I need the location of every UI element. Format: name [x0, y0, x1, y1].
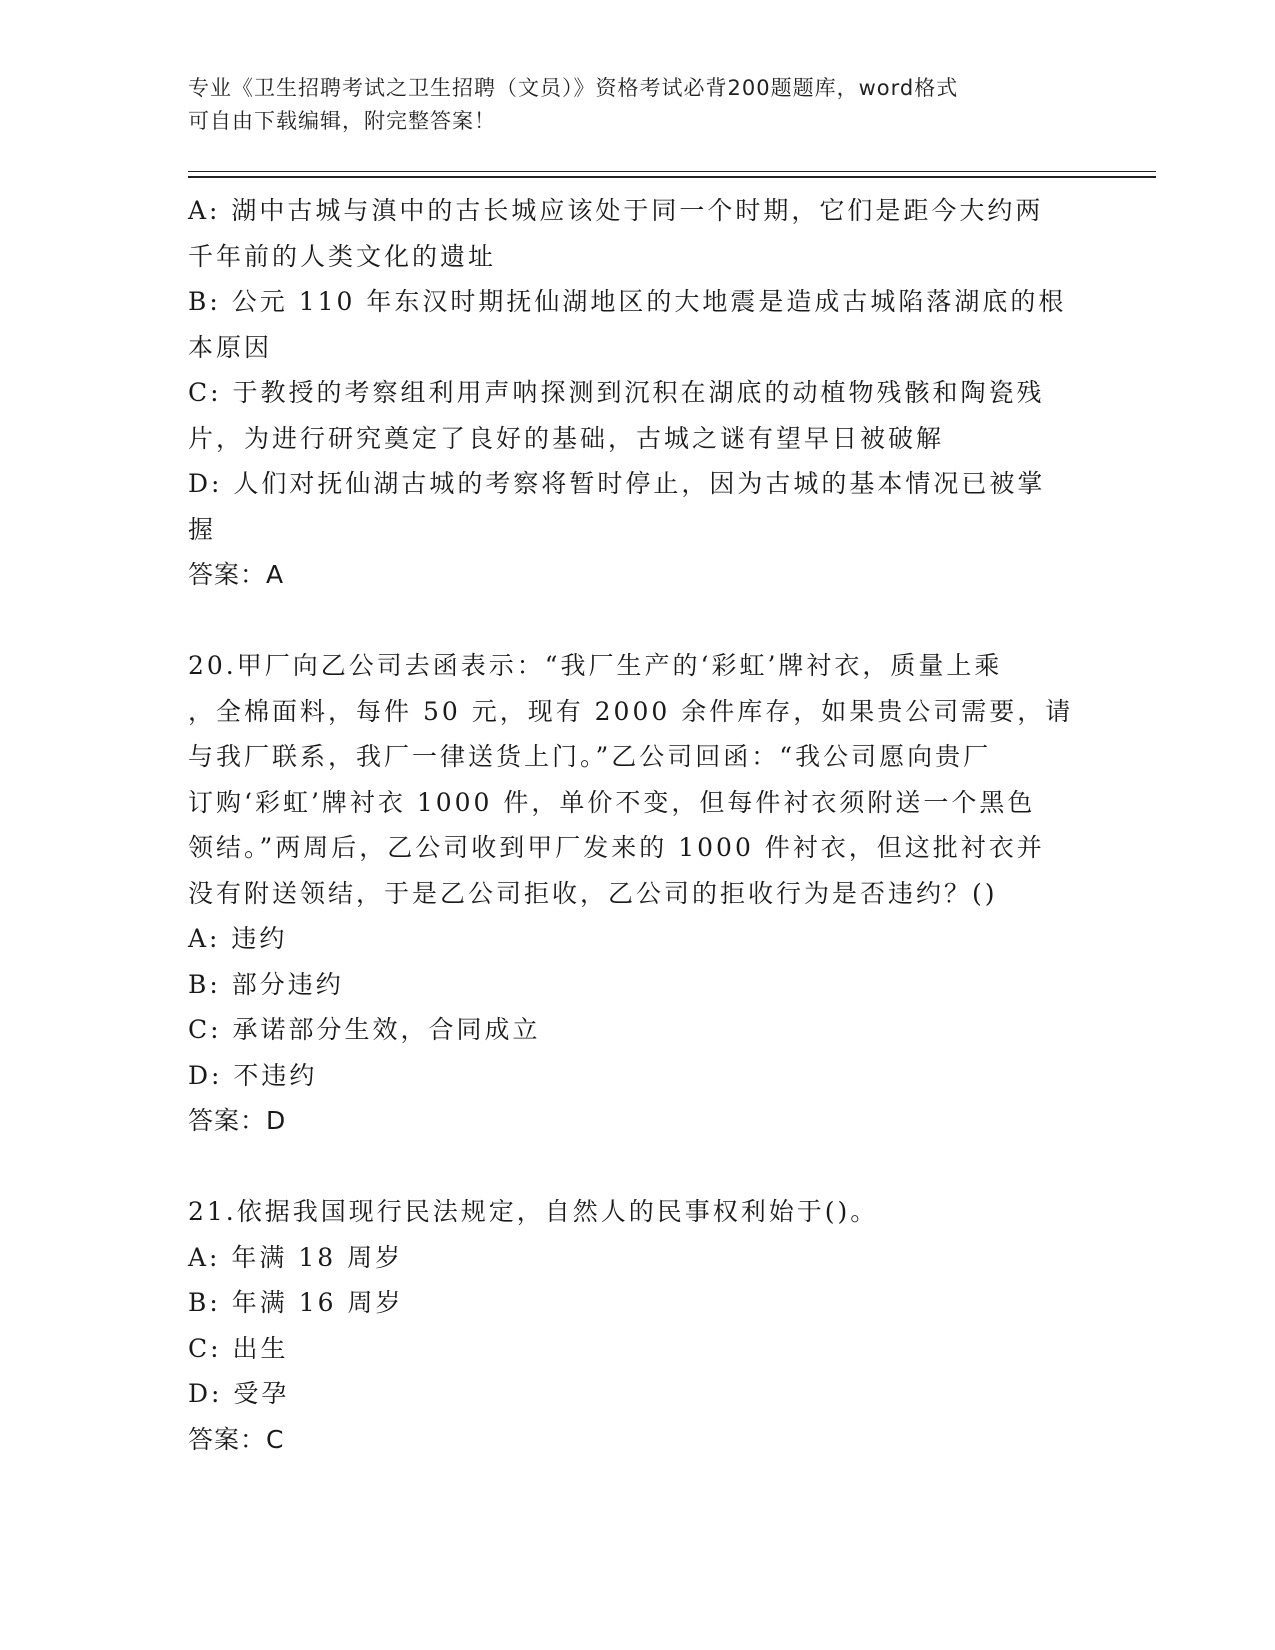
q21-stem: 21.依据我国现行民法规定，自然人的民事权利始于()。	[188, 1197, 879, 1226]
q20-option-d: D: 不违约	[188, 1060, 318, 1090]
q20-answer: 答案：D	[188, 1106, 287, 1135]
q19-option-c-line-2: 片，为进行研究奠定了良好的基础，古城之谜有望早日被破解	[188, 423, 945, 453]
q20-stem-line-3: 与我厂联系，我厂一律送货上门。”乙公司回函：“我公司愿向贵厂	[188, 742, 992, 771]
q19-option-b-line-1: B: 公元 110 年东汉时期抚仙湖地区的大地震是造成古城陷落湖底的根	[188, 287, 1067, 316]
q21-answer: 答案：C	[188, 1424, 285, 1454]
q20-stem-line-5: 领结。”两周后，乙公司收到甲厂发来的 1000 件衬衣，但这批衬衣并	[188, 833, 1045, 862]
question-19	[188, 188, 1068, 598]
document-header	[188, 72, 1068, 138]
q20-option-c: C: 承诺部分生效，合同成立	[188, 1015, 541, 1044]
q20-stem-line-1: 20.甲厂向乙公司去函表示：“我厂生产的‘彩虹’牌衬衣，质量上乘	[188, 651, 1003, 680]
q19-option-a-line-2: 千年前的人类文化的遗址	[188, 241, 497, 271]
q21-option-d: D: 受孕	[188, 1379, 290, 1408]
header-rule-bottom	[188, 176, 1156, 178]
q21-option-a: A: 年满 18 周岁	[188, 1242, 404, 1272]
q20-stem-line-6: 没有附送领结，于是乙公司拒收，乙公司的拒收行为是否违约？()	[188, 878, 998, 908]
q19-option-a-line-1: A: 湖中古城与滇中的古长城应该处于同一个时期，它们是距今大约两	[188, 196, 1044, 225]
header-title-line-1: 专业《卫生招聘考试之卫生招聘（文员）》资格考试必背200题题库，word格式	[188, 76, 959, 100]
q20-option-a: A: 违约	[188, 924, 288, 953]
q19-option-d-line-1: D: 人们对抚仙湖古城的考察将暂时停止，因为古城的基本情况已被掌	[188, 469, 1046, 498]
q19-option-b-line-2: 本原因	[188, 332, 273, 362]
q19-answer: 答案：A	[188, 560, 285, 589]
q20-option-b: B: 部分违约	[188, 969, 344, 999]
q20-stem-line-2: ，全棉面料，每件 50 元，现有 2000 余件库存，如果贵公司需要，请	[188, 696, 1074, 726]
q19-option-d-line-2: 握	[188, 514, 217, 544]
spacer	[188, 598, 1068, 644]
q21-option-c: C: 出生	[188, 1333, 289, 1363]
q20-stem-line-4: 订购‘彩虹’牌衬衣 1000 件，单价不变，但每件衬衣须附送一个黑色	[188, 787, 1036, 817]
document-body	[188, 188, 1074, 1462]
spacer	[188, 1144, 1068, 1190]
header-rule-top	[188, 171, 1156, 172]
q21-option-b: B: 年满 16 周岁	[188, 1288, 404, 1317]
question-20	[188, 643, 1074, 1144]
q19-option-c-line-1: C: 于教授的考察组利用声呐探测到沉积在湖底的动植物残骸和陶瓷残	[188, 378, 1045, 407]
question-21	[188, 1189, 1068, 1462]
header-title-line-2: 可自由下载编辑，附完整答案！	[188, 109, 496, 133]
